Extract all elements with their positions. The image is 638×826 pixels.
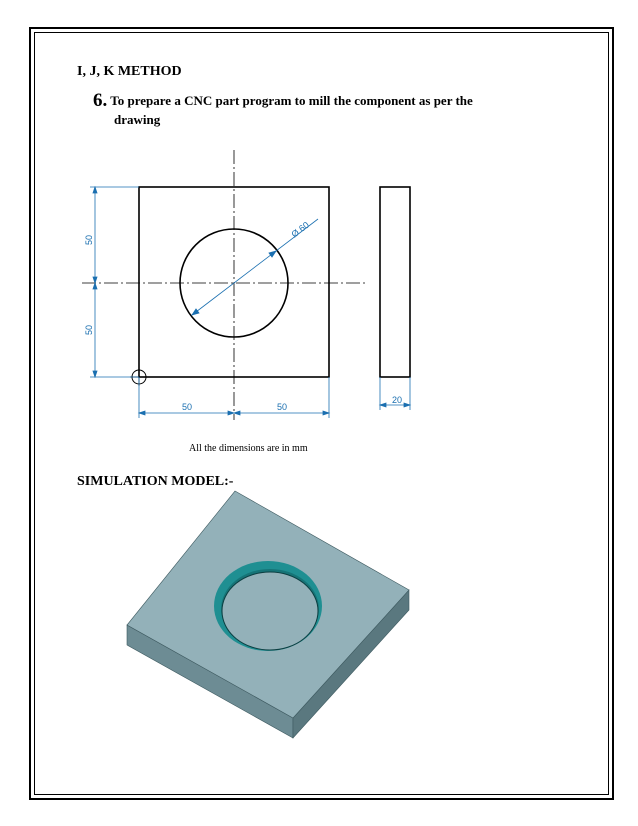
section-heading: I, J, K METHOD	[77, 64, 182, 79]
task-number: 6.	[93, 90, 108, 111]
dim-bottom-right: 50	[276, 402, 288, 412]
dim-left-lower: 50	[84, 324, 94, 336]
dim-bottom-left: 50	[181, 402, 193, 412]
dimension-note: All the dimensions are in mm	[189, 443, 308, 454]
simulation-title: SIMULATION MODEL:-	[77, 474, 234, 489]
pocket-floor	[222, 572, 318, 650]
dim-diameter: Ø 60	[289, 219, 311, 240]
dim-side-width: 20	[391, 395, 403, 405]
task-line-1: To prepare a CNC part program to mill the component as per the	[110, 93, 473, 108]
task-line-2: drawing	[114, 112, 161, 127]
dim-left-upper: 50	[84, 234, 94, 246]
